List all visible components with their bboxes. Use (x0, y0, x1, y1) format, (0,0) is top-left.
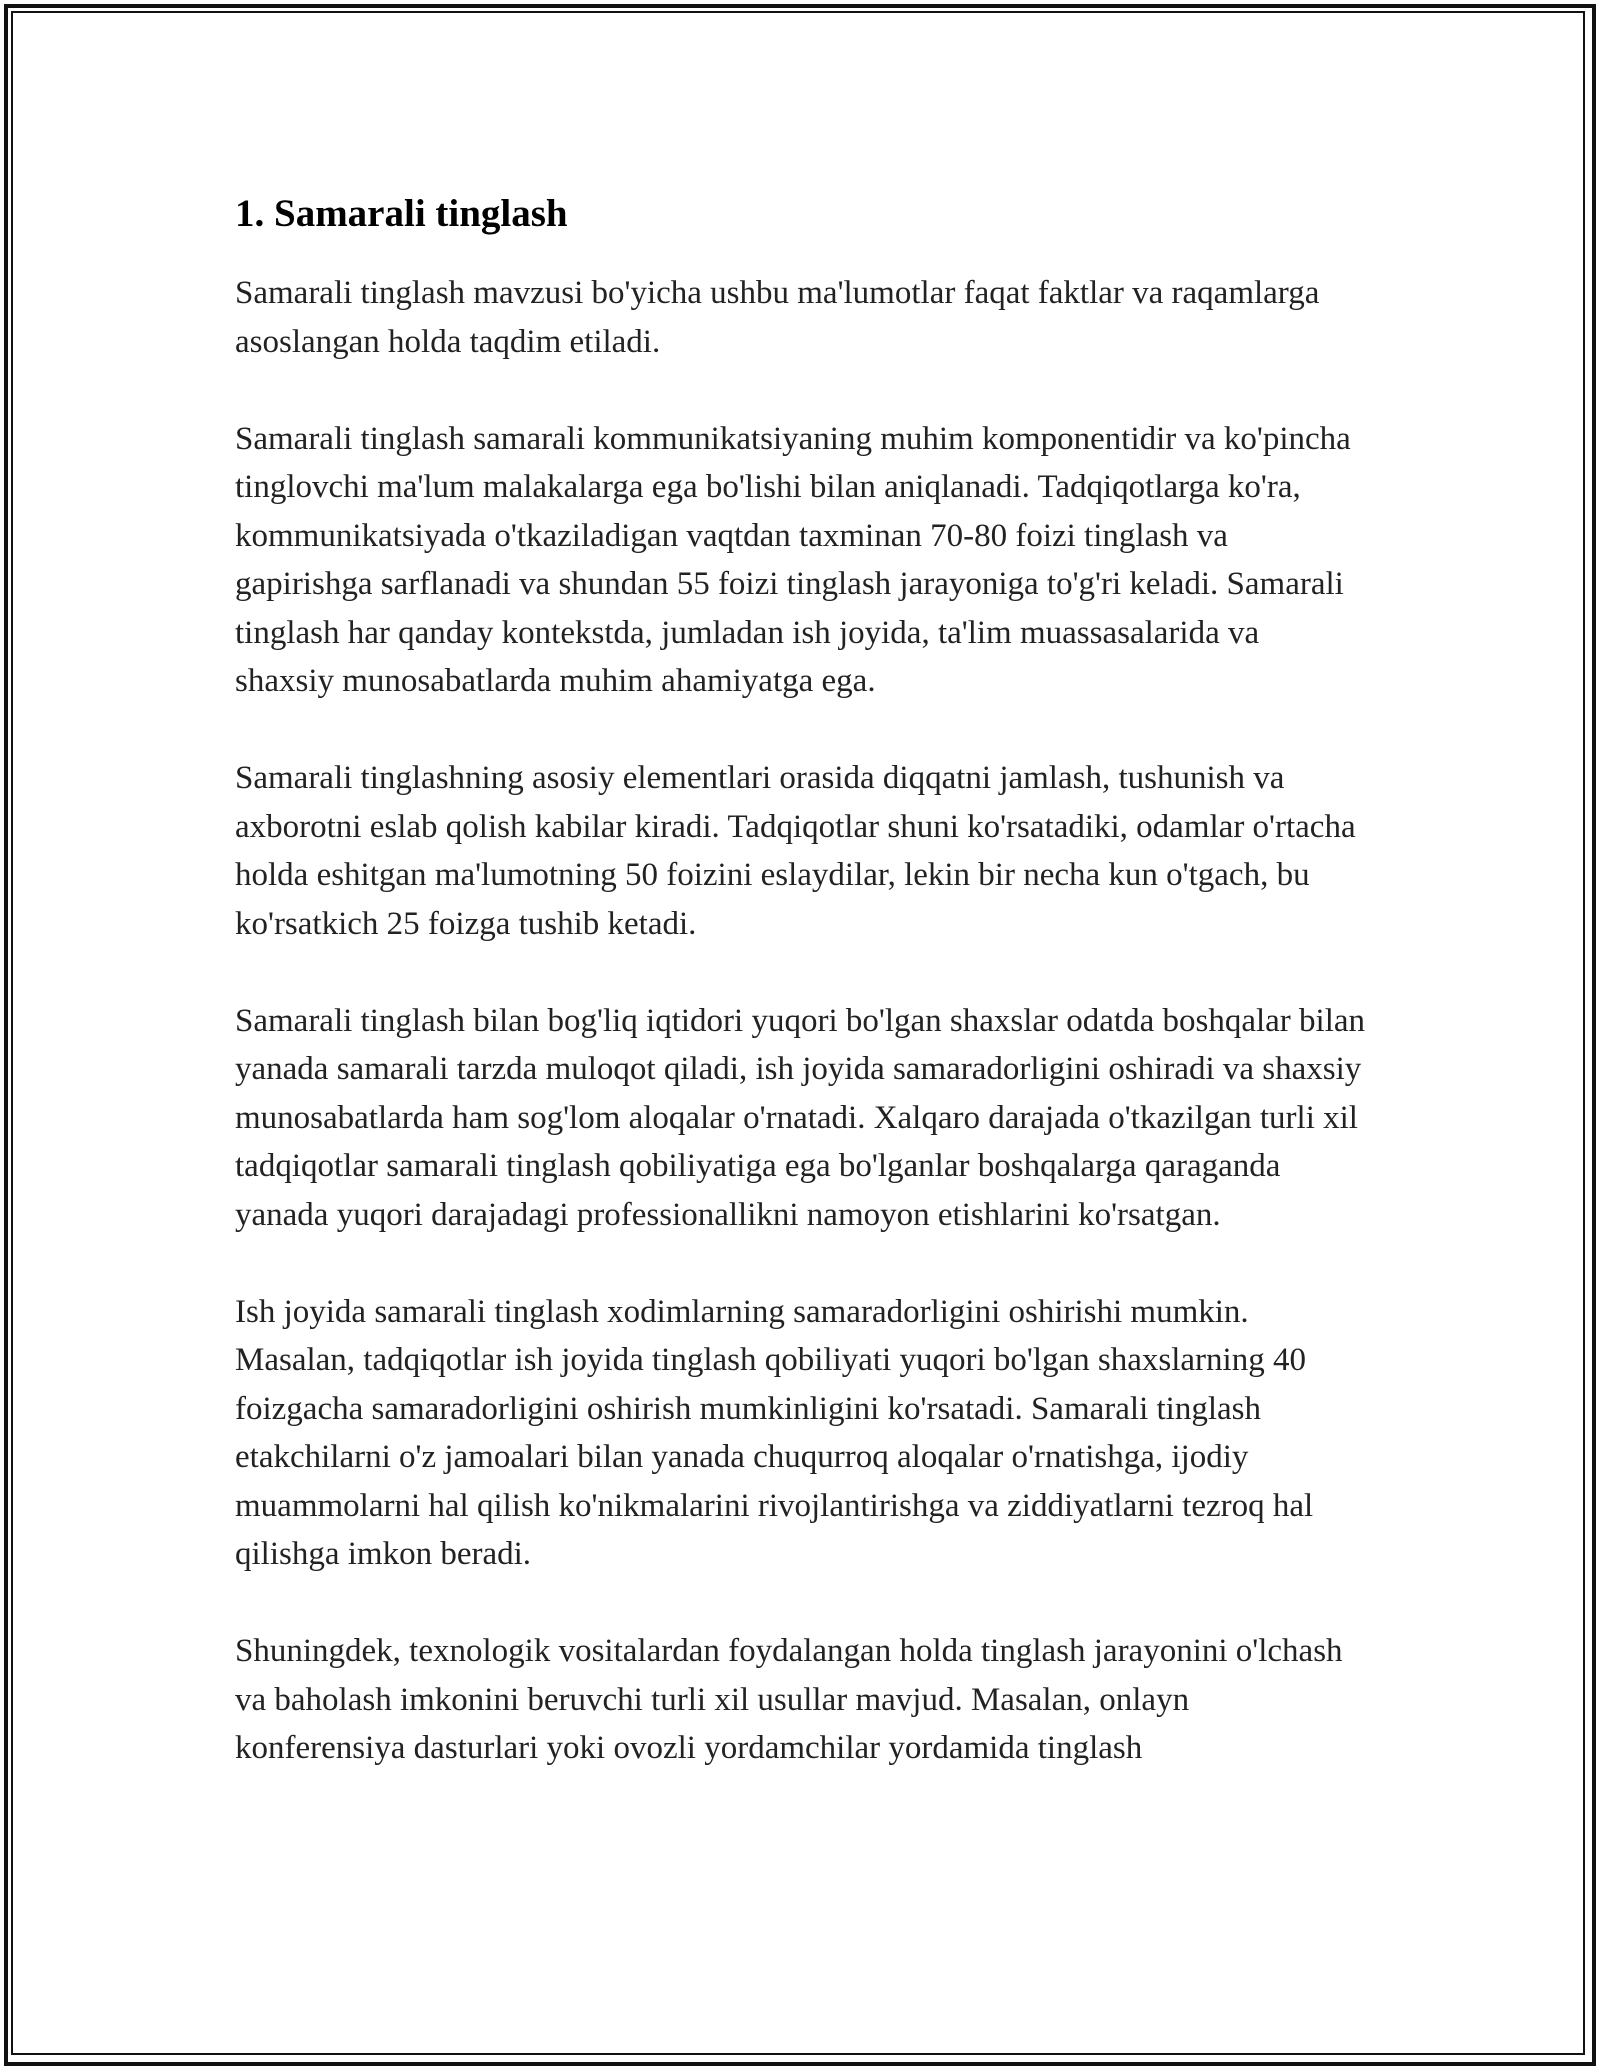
paragraph-communication-stats: Samarali tinglash samarali kommunikatsiyaning muhim komponentidir va ko'pincha tinglovchi ma'lum malakalarga ega bo'lishi bilan aniqlanadi. Tadqiqotlarga ko'ra, kommunikatsiyada o'tkaziladigan vaqtdan taxminan 70-80 foizi tinglash va gapirishga sarflanadi va shundan 55 foizi tinglash jarayoniga to'g'ri keladi. Samarali tinglash har qanday kontekstda, jumladan ish joyida, ta'lim muassasalarida va shaxsiy munosabatlarda muhim ahamiyatga ega. (235, 420, 1351, 699)
paragraph-workplace: Ish joyida samarali tinglash xodimlarning samaradorligini oshirishi mumkin. Masalan, tadqiqotlar ish joyida tinglash qobiliyati yuqori bo'lgan shaxslarning 40 foizgacha samaradorligini oshirish mumkinligini ko'rsatadi. Samarali tinglash etakchilarni o'z jamoalari bilan yanada chuqurroq aloqalar o'rnatishga, ijodiy muammolarni hal qilish ko'nikmalarini rivojlantirishga va ziddiyatlarni tezroq hal qilishga imkon beradi. (235, 1293, 1314, 1572)
paragraph-key-elements: Samarali tinglashning asosiy elementlari orasida diqqatni jamlash, tushunish va axborotni eslab qolish kabilar kiradi. Tadqiqotlar shuni ko'rsatadiki, odamlar o'rtacha holda eshitgan ma'lumotning 50 foizini eslaydilar, lekin bir necha kun o'tgach, bu ko'rsatkich 25 foizga tushib ketadi. (235, 760, 1356, 942)
paragraph-technology: Shuningdek, texnologik vositalardan foydalangan holda tinglash jarayonini o'lchash va baholash imkonini beruvchi turli xil usullar mavjud. Masalan, onlayn konferensiya dasturlari yoki ovozli yordamchilar yordamida tinglash (235, 1633, 1343, 1766)
paragraph-intro: Samarali tinglash mavzusi bo'yicha ushbu ma'lumotlar faqat faktlar va raqamlarga asoslangan holda taqdim etiladi. (235, 275, 1320, 360)
document-body (235, 185, 1365, 1821)
paragraph-skilled-listeners: Samarali tinglash bilan bog'liq iqtidori yuqori bo'lgan shaxslar odatda boshqalar bilan yanada samarali tarzda muloqot qiladi, ish joyida samaradorligini oshiradi va shaxsiy munosabatlarda ham sog'lom aloqalar o'rnatadi. Xalqaro darajada o'tkazilgan turli xil tadqiqotlar samarali tinglash qobiliyatiga ega bo'lganlar boshqalarga qaraganda yanada yuqori darajadagi professionallikni namoyon etishlarini ko'rsatgan. (235, 1002, 1366, 1233)
section-heading: 1. Samarali tinglash (235, 192, 568, 235)
